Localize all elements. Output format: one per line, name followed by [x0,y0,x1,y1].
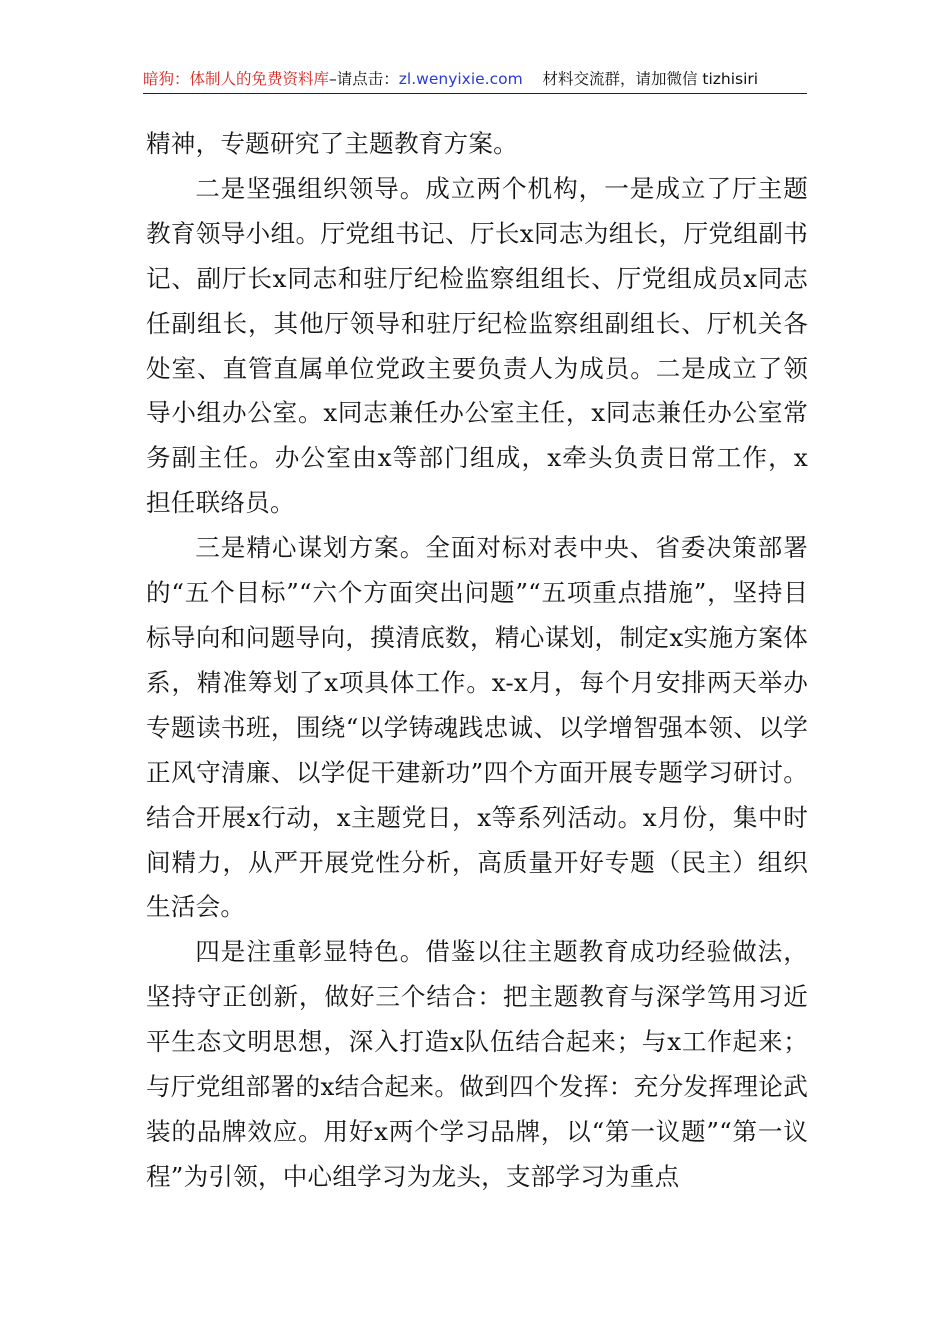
header-source-label: 暗狗：体制人的免费资料库 [143,70,330,88]
paragraph-organization-leadership: 二是坚强组织领导。成立两个机构，一是成立了厅主题教育领导小组。厅党组书记、厅长x同志为组长，厅党组副书记、副厅长x同志和驻厅纪检监察组组长、厅党组成员x同志任副组长，其他厅领导和驻厅纪检监察组副组长、厅机关各处室、直管直属单位党政主要负责人为成员。二是成立了领导小组办公室。x同志兼任办公室主任，x同志兼任办公室常务副主任。办公室由x等部门组成，x牵头负责日常工作，x担任联络员。 [146,173,808,518]
document-body [146,122,808,1200]
page-header [143,66,807,92]
paragraph-highlight-features: 四是注重彰显特色。借鉴以往主题教育成功经验做法，坚持守正创新，做好三个结合：把主题教育与深学笃用习近平生态文明思想，深入打造x队伍结合起来；与x工作起来；与厅党组部署的x结合起来。做到四个发挥：充分发挥理论武装的品牌效应。用好x两个学习品牌，以“第一议题”“第一议程”为引领，中心组学习为龙头，支部学习为重点 [146,937,808,1191]
header-group-notice: 材料交流群，请加微信 tizhisiri [542,70,759,88]
paragraph-continuation: 精神，专题研究了主题教育方案。 [146,129,518,158]
header-site-link[interactable]: zl.wenyixie.com [398,70,523,88]
paragraph-planning-scheme: 三是精心谋划方案。全面对标对表中央、省委决策部署的“五个目标”“六个方面突出问题”“五项重点措施”，坚持目标导向和问题导向，摸清底数，精心谋划，制定x实施方案体系，精准筹划了x项具体工作。x-x月，每个月安排两天举办专题读书班，围绕“以学铸魂践忠诚、以学增智强本领、以学正风守清廉、以学促干建新功”四个方面开展专题学习研讨。结合开展x行动，x主题党日，x等系列活动。x月份，集中时间精力，从严开展党性分析，高质量开好专题（民主）组织生活会。 [146,533,808,922]
header-click-prompt: –请点击： [329,70,399,88]
header-divider [143,93,807,94]
